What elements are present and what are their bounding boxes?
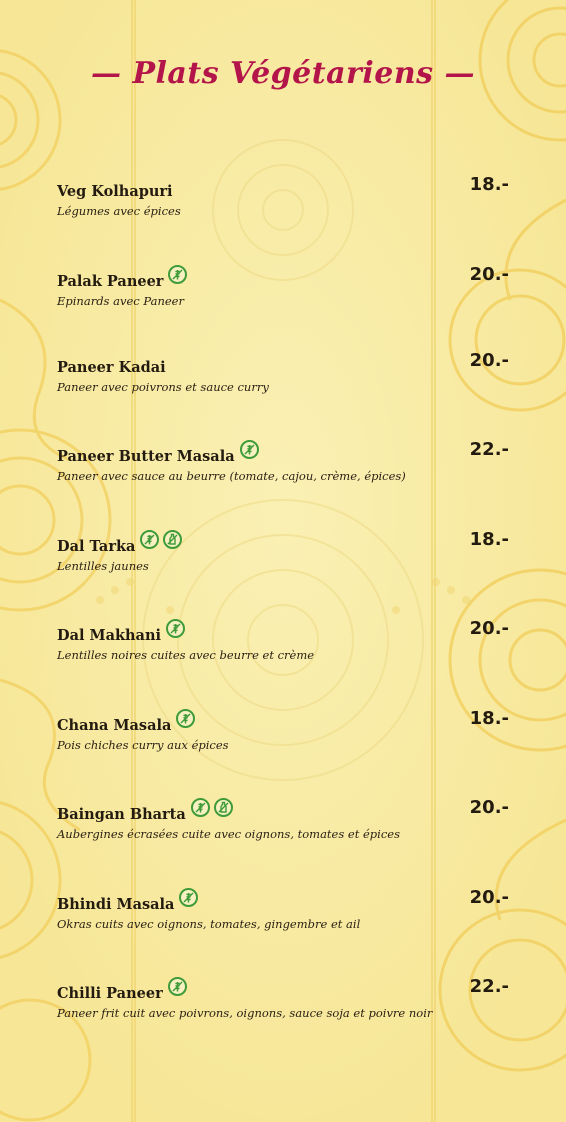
menu-item [57,887,517,935]
wheat-glyph [242,442,257,457]
menu-item [57,439,517,487]
menu-item [57,976,517,1024]
lactose-free-icon [163,530,182,549]
wheat-glyph [168,621,183,636]
page-title: — Plats Végétariens — [91,56,475,91]
item-name: Baingan Bharta [57,806,186,823]
item-description: Lentilles noires cuites avec beurre et crème [57,648,315,662]
item-icons [191,798,233,817]
gluten-free-icon [166,619,185,638]
item-name: Dal Makhani [57,627,162,644]
wheat-glyph [170,979,185,994]
wheat-glyph [181,890,196,905]
item-price: 20.- [469,797,509,818]
item-price: 20.- [469,618,509,639]
item-price: 20.- [469,350,509,371]
item-description: Légumes avec épices [57,204,181,218]
item-icons [240,440,259,459]
gluten-free-icon [176,709,195,728]
menu-item [57,618,517,666]
item-description: Lentilles jaunes [57,559,149,573]
item-price: 20.- [469,887,509,908]
gluten-free-icon [168,977,187,996]
item-price: 18.- [469,529,509,550]
menu-item [57,797,517,845]
gluten-free-icon [240,440,259,459]
bottle-glyph [165,532,180,547]
bottle-glyph [216,800,231,815]
item-price: 22.- [469,976,509,997]
menu-item [57,174,517,222]
gluten-free-icon [140,530,159,549]
item-icons [168,265,187,284]
gluten-free-icon [191,798,210,817]
item-price: 18.- [469,174,509,195]
item-name: Veg Kolhapuri [57,183,173,200]
menu-item [57,529,517,577]
item-icons [166,619,185,638]
wheat-glyph [170,267,185,282]
item-name: Chilli Paneer [57,985,163,1002]
item-icons [179,888,198,907]
wheat-glyph [193,800,208,815]
item-name: Dal Tarka [57,538,136,555]
item-description: Pois chiches curry aux épices [57,738,229,752]
item-icons [168,977,187,996]
wheat-glyph [142,532,157,547]
item-price: 20.- [469,264,509,285]
item-name: Bhindi Masala [57,896,175,913]
item-icons [176,709,195,728]
item-name: Palak Paneer [57,273,164,290]
item-description: Aubergines écrasées cuite avec oignons, tomates et épices [57,827,400,841]
item-description: Paneer avec sauce au beurre (tomate, cajou, crème, épices) [57,469,406,483]
gluten-free-icon [179,888,198,907]
item-icons [140,530,182,549]
gluten-free-icon [168,265,187,284]
item-price: 22.- [469,439,509,460]
item-name: Chana Masala [57,717,172,734]
lactose-free-icon [214,798,233,817]
item-description: Paneer avec poivrons et sauce curry [57,380,269,394]
menu-item [57,350,517,398]
item-description: Okras cuits avec oignons, tomates, gingembre et ail [57,917,361,931]
item-name: Paneer Butter Masala [57,448,235,465]
item-name: Paneer Kadai [57,359,166,376]
item-description: Epinards avec Paneer [57,294,184,308]
menu-item [57,264,517,312]
item-price: 18.- [469,708,509,729]
wheat-glyph [178,711,193,726]
menu-item [57,708,517,756]
item-description: Paneer frit cuit avec poivrons, oignons, sauce soja et poivre noir [57,1006,433,1020]
